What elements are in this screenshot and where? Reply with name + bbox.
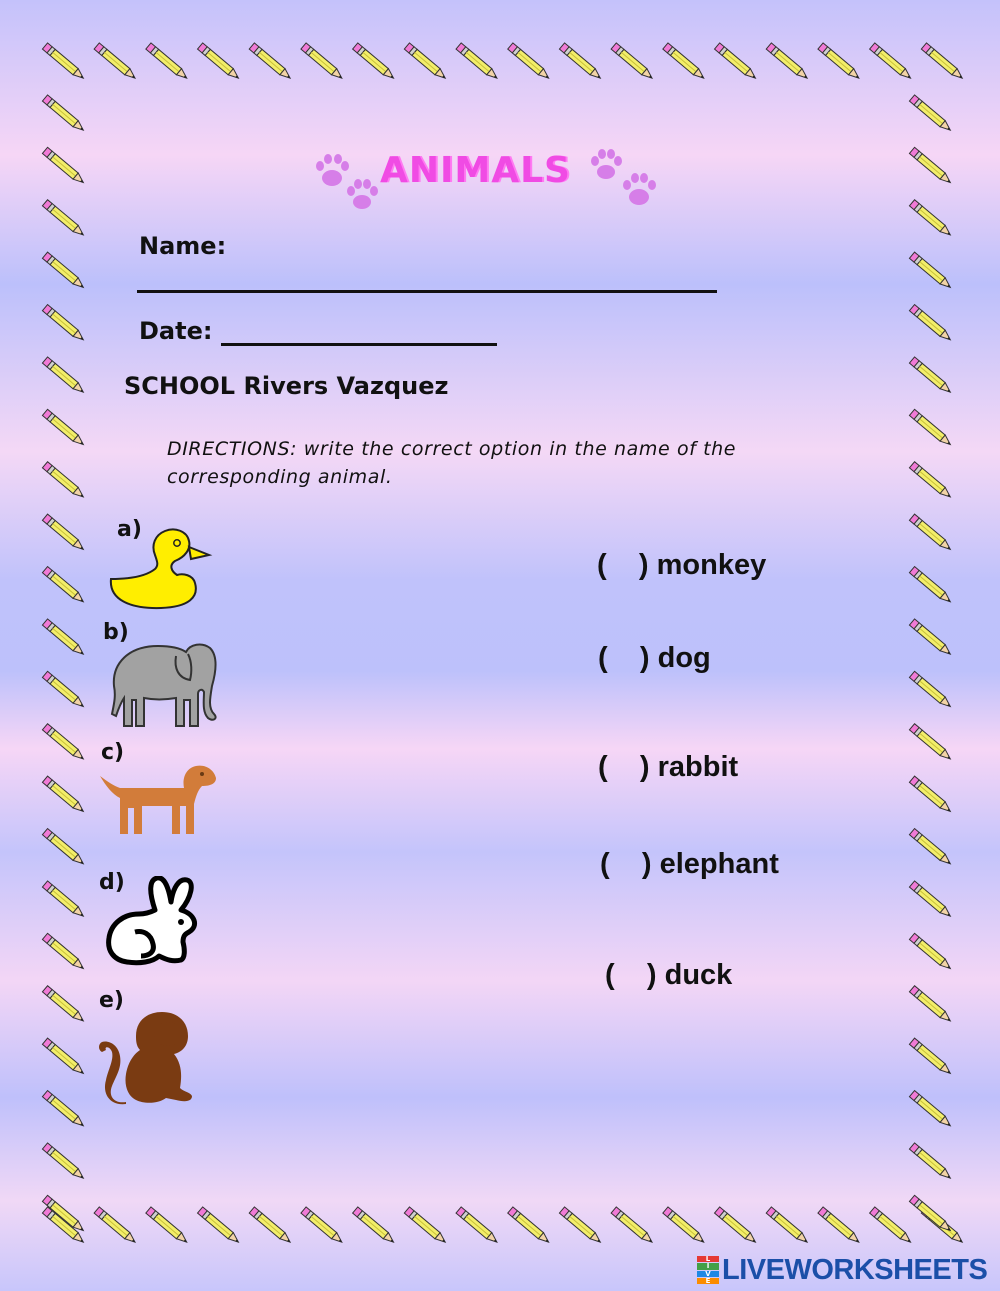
pencil-icon: [42, 462, 85, 500]
pencil-icon: [909, 1143, 952, 1181]
pencil-icon: [715, 43, 758, 81]
pencil-icon: [559, 43, 602, 81]
option-row: [600, 848, 779, 881]
option-word: rabbit: [657, 751, 739, 783]
pencil-icon: [909, 95, 952, 133]
page-title: ANIMALS: [380, 150, 571, 191]
monkey-icon: [96, 1010, 198, 1106]
pencil-icon: [42, 1038, 85, 1076]
pencil-icon: [42, 43, 85, 81]
pencil-icon: [508, 43, 551, 81]
pencil-icon: [42, 514, 85, 552]
paw-print-icon: [344, 178, 380, 212]
option-word: monkey: [656, 549, 767, 581]
pencil-icon: [146, 1207, 189, 1245]
option-word: dog: [657, 642, 711, 674]
pencil-icon: [870, 1207, 913, 1245]
pencil-icon: [42, 357, 85, 395]
pencil-icon: [909, 357, 952, 395]
pencil-icon: [42, 881, 85, 919]
name-answer-line[interactable]: [137, 290, 717, 293]
pencil-icon: [42, 147, 85, 185]
pencil-icon: [456, 1207, 499, 1245]
pencil-icon: [42, 933, 85, 971]
pencil-icon: [94, 1207, 137, 1245]
pencil-icon: [42, 1143, 85, 1181]
answer-blank[interactable]: ( ): [598, 642, 650, 674]
pencil-icon: [456, 43, 499, 81]
pencil-icon: [611, 1207, 654, 1245]
pencil-icon: [909, 147, 952, 185]
pencil-icon: [909, 881, 952, 919]
pencil-icon: [909, 829, 952, 867]
pencil-icon: [921, 43, 964, 81]
pencil-icon: [42, 305, 85, 343]
date-answer-line[interactable]: [221, 343, 497, 346]
date-label: Date:: [139, 317, 213, 345]
rabbit-icon: [105, 876, 201, 966]
pencil-icon: [42, 724, 85, 762]
liveworksheets-watermark: [697, 1254, 987, 1286]
pencil-icon: [508, 1207, 551, 1245]
pencil-icon: [42, 409, 85, 447]
option-row: [598, 751, 738, 784]
pencil-icon: [909, 1038, 952, 1076]
pencil-icon: [909, 1091, 952, 1129]
pencil-icon: [909, 305, 952, 343]
directions-text: DIRECTIONS: write the correct option in the name of the corresponding animal.: [167, 438, 737, 488]
paw-print-icon: [588, 148, 624, 182]
pencil-icon: [818, 43, 861, 81]
pencil-icon: [94, 43, 137, 81]
pencil-icon: [909, 252, 952, 290]
pencil-icon: [353, 1207, 396, 1245]
name-label: Name:: [139, 232, 227, 260]
answer-blank[interactable]: ( ): [598, 751, 650, 783]
pencil-icon: [766, 43, 809, 81]
pencil-icon: [42, 776, 85, 814]
dog-icon: [98, 764, 218, 836]
pencil-icon: [42, 200, 85, 238]
watermark-text: LIVEWORKSHEETS: [722, 1253, 988, 1286]
duck-icon: [105, 527, 215, 611]
option-word: duck: [664, 959, 733, 991]
school-line: SCHOOL Rivers Vazquez: [124, 372, 449, 400]
pencil-icon: [909, 200, 952, 238]
pencil-icon: [42, 567, 85, 605]
pencil-icon: [198, 1207, 241, 1245]
picture-letter-d: d): [99, 870, 125, 895]
pencil-icon: [42, 671, 85, 709]
pencil-icon: [909, 619, 952, 657]
pencil-icon: [301, 43, 344, 81]
pencil-icon: [42, 829, 85, 867]
pencil-icon: [146, 43, 189, 81]
pencil-icon: [909, 671, 952, 709]
pencil-icon: [663, 43, 706, 81]
pencil-icon: [909, 933, 952, 971]
picture-letter-e: e): [99, 988, 124, 1013]
pencil-icon: [909, 462, 952, 500]
pencil-icon: [249, 1207, 292, 1245]
pencil-icon: [870, 43, 913, 81]
pencil-icon: [909, 409, 952, 447]
pencil-icon: [404, 43, 447, 81]
option-row: [597, 549, 766, 582]
answer-blank[interactable]: ( ): [605, 959, 657, 991]
answer-blank[interactable]: ( ): [597, 549, 649, 581]
pencil-icon: [198, 43, 241, 81]
picture-letter-c: c): [101, 740, 125, 765]
pencil-icon: [909, 567, 952, 605]
option-row: [598, 642, 711, 675]
pencil-icon: [909, 724, 952, 762]
pencil-icon: [909, 986, 952, 1024]
pencil-icon: [42, 95, 85, 133]
pencil-icon: [404, 1207, 447, 1245]
answer-blank[interactable]: ( ): [600, 848, 652, 880]
pencil-icon: [301, 1207, 344, 1245]
option-row: [605, 959, 732, 992]
pencil-icon: [663, 1207, 706, 1245]
pencil-icon: [42, 619, 85, 657]
pencil-icon: [766, 1207, 809, 1245]
pencil-icon: [42, 986, 85, 1024]
pencil-icon: [909, 1195, 952, 1233]
picture-letter-b: b): [103, 620, 129, 645]
picture-letter-a: a): [117, 517, 142, 542]
elephant-icon: [108, 638, 222, 732]
pencil-icon: [818, 1207, 861, 1245]
pencil-icon: [353, 43, 396, 81]
pencil-icon: [909, 776, 952, 814]
liveworksheets-logo-icon: L I V E: [697, 1256, 719, 1284]
pencil-icon: [611, 43, 654, 81]
pencil-icon: [559, 1207, 602, 1245]
pencil-icon: [249, 43, 292, 81]
pencil-icon: [909, 514, 952, 552]
pencil-icon: [42, 1091, 85, 1129]
option-word: elephant: [659, 848, 779, 880]
paw-print-icon: [620, 172, 658, 208]
pencil-icon: [42, 252, 85, 290]
pencil-icon: [715, 1207, 758, 1245]
